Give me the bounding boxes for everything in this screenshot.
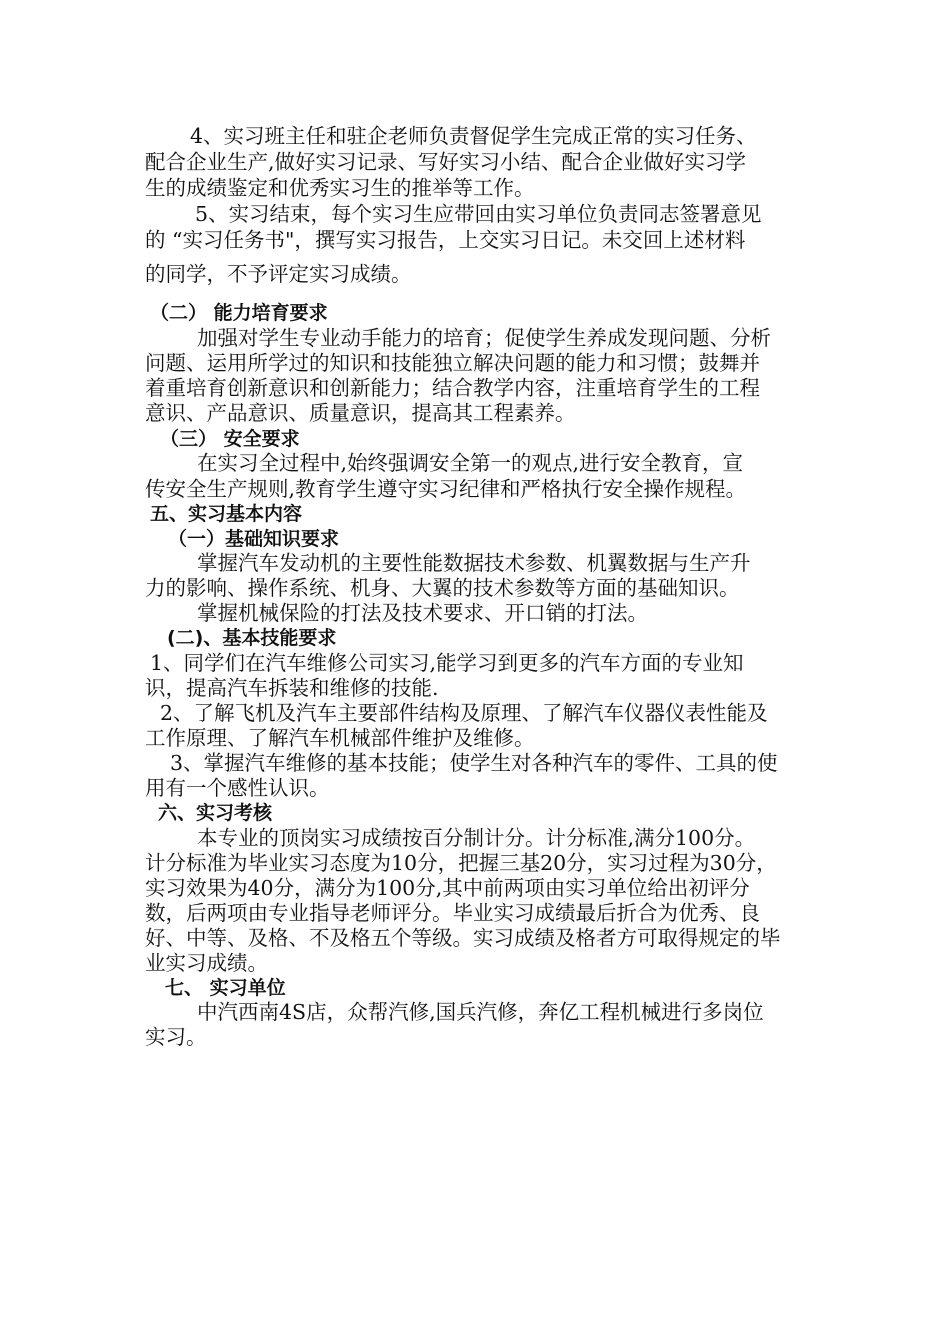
paragraph-line: 中汽西南4S店，众帮汽修,国兵汽修，奔亿工程机械进行多岗位 — [197, 1000, 764, 1024]
paragraph-line: 好、中等、及格、不及格五个等级。实习成绩及格者方可取得规定的毕 — [145, 926, 781, 950]
paragraph-line: 在实习全过程中,始终强调安全第一的观点,进行安全教育，宣 — [197, 451, 744, 475]
paragraph-line: 的 “实习任务书"，撰写实习报告，上交实习日记。未交回上述材料 — [145, 228, 746, 252]
paragraph-line: 力的影响、操作系统、机身、大翼的技术参数等方面的基础知识。 — [145, 576, 740, 600]
paragraph-line: 生的成绩鉴定和优秀实习生的推举等工作。 — [145, 176, 535, 200]
section-heading: 五、实习基本内容 — [150, 503, 303, 525]
paragraph-line: 业实习成绩。 — [145, 951, 268, 975]
paragraph-line: 着重培育创新意识和创新能力；结合教学内容，注重培育学生的工程 — [145, 376, 760, 400]
paragraph-line: 掌握汽车发动机的主要性能数据技术参数、机翼数据与生产升 — [197, 551, 751, 575]
section-heading: （二） 能力培育要求 — [150, 302, 328, 324]
section-heading: （一）基础知识要求 — [168, 528, 340, 550]
paragraph-line: 实习。 — [145, 1025, 207, 1049]
paragraph-line: 1、同学们在汽车维修公司实习,能学习到更多的汽车方面的专业知 — [150, 651, 744, 675]
paragraph-line: 工作原理、了解汽车机械部件维护及维修。 — [145, 726, 535, 750]
paragraph-line: 传安全生产规则,教育学生遵守实习纪律和严格执行安全操作规程。 — [145, 477, 747, 501]
paragraph-line: 2、了解飞机及汽车主要部件结构及原理、了解汽车仪器仪表性能及 — [160, 701, 768, 725]
paragraph-line: 掌握机械保险的打法及技术要求、开口销的打法。 — [197, 601, 648, 625]
paragraph-line: 3、掌握汽车维修的基本技能；使学生对各种汽车的零件、工具的使 — [170, 751, 778, 775]
paragraph-line: 识，提高汽车拆装和维修的技能. — [145, 676, 439, 700]
paragraph-line: 的同学，不予评定实习成绩。 — [145, 262, 412, 286]
paragraph-line: 计分标准为毕业实习态度为10分，把握三基20分，实习过程为30分， — [145, 851, 777, 875]
paragraph-line: 加强对学生专业动手能力的培育；促使学生养成发现问题、分析 — [197, 326, 771, 350]
paragraph-line: 意识、产品意识、质量意识，提高其工程素养。 — [145, 401, 576, 425]
paragraph-line: 实习效果为40分，满分为100分,其中前两项由实习单位给出初评分 — [145, 876, 750, 900]
section-heading: （三） 安全要求 — [160, 428, 300, 450]
section-heading: (二)、基本技能要求 — [167, 627, 337, 649]
paragraph-line: 用有一个感性认识。 — [145, 776, 330, 800]
section-heading: 七、 实习单位 — [165, 977, 286, 999]
paragraph-line: 数，后两项由专业指导老师评分。毕业实习成绩最后折合为优秀、良 — [145, 901, 760, 925]
paragraph-line: 5、实习结束，每个实习生应带回由实习单位负责同志签署意见 — [195, 202, 762, 226]
section-heading: 六、实习考核 — [158, 802, 273, 824]
paragraph-line: 配合企业生产,做好实习记录、写好实习小结、配合企业做好实习学 — [145, 150, 747, 174]
paragraph-line: 问题、运用所学过的知识和技能独立解决问题的能力和习惯；鼓舞并 — [145, 351, 760, 375]
paragraph-line: 本专业的顶岗实习成绩按百分制计分。计分标准,满分100分。 — [197, 826, 756, 850]
paragraph-line: 4、实习班主任和驻企老师负责督促学生完成正常的实习任务、 — [190, 124, 757, 148]
